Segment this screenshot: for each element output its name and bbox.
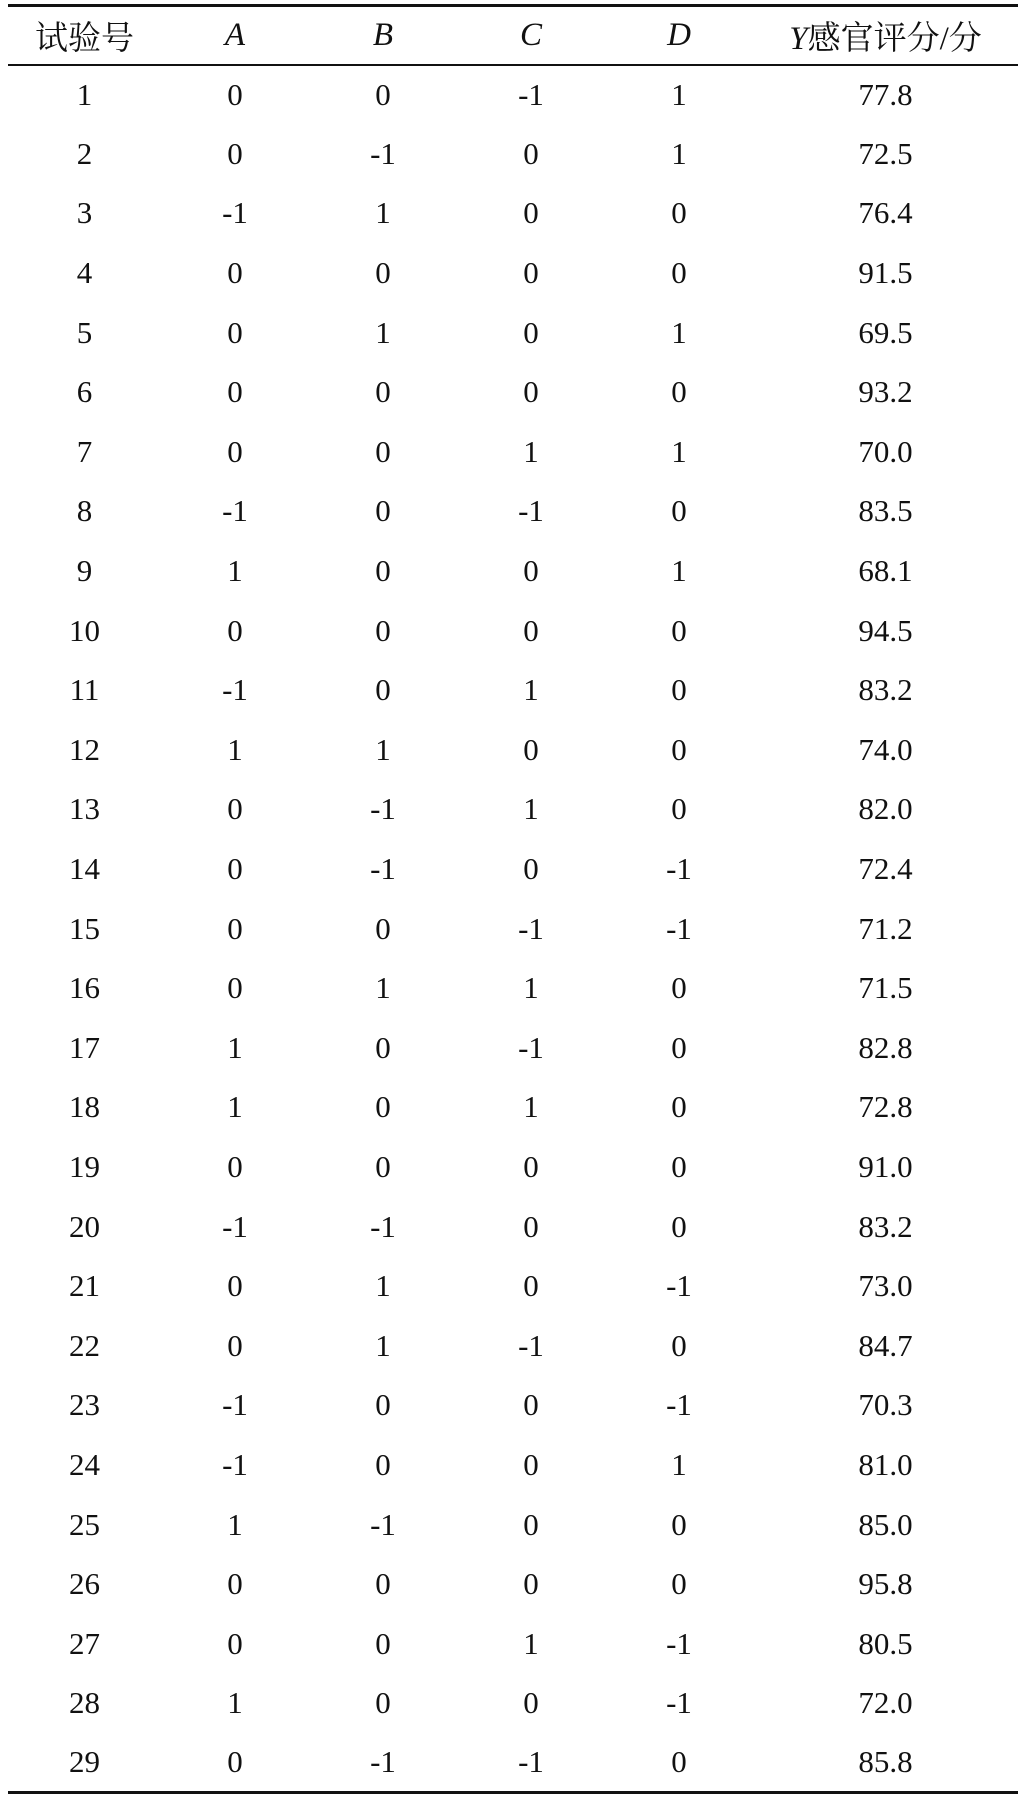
sensory-score-cell: 83.5 (858, 493, 913, 529)
factor-d-cell: 0 (671, 255, 687, 291)
sensory-score-cell: 71.2 (858, 910, 913, 946)
factor-b-cell: 0 (375, 255, 391, 291)
factor-b-cell: 0 (375, 1387, 391, 1423)
factor-c-cell: -1 (518, 493, 544, 529)
table-row (8, 541, 1018, 601)
factor-c-cell: 1 (523, 791, 539, 827)
factor-b-cell: -1 (370, 1506, 396, 1542)
factor-b-cell: 0 (375, 553, 391, 589)
sensory-score-cell: 85.0 (858, 1506, 913, 1542)
sensory-score-cell: 72.5 (858, 135, 913, 171)
table-body (8, 65, 1018, 1793)
table-row (8, 1197, 1018, 1257)
trial-no-cell: 6 (76, 374, 93, 410)
factor-c-cell: 0 (523, 1566, 539, 1602)
factor-a-cell: 0 (227, 255, 243, 291)
table-row (8, 958, 1018, 1018)
sensory-score-cell: 82.0 (858, 791, 913, 827)
sensory-score-cell: 72.8 (858, 1089, 913, 1125)
table-row (8, 422, 1018, 482)
sensory-score-cell: 72.4 (858, 851, 913, 887)
factor-b-cell: 1 (375, 1268, 391, 1304)
factor-c-cell: 1 (523, 970, 539, 1006)
sensory-score-cell: 91.0 (858, 1148, 913, 1184)
sensory-score-cell: 74.0 (858, 731, 913, 767)
trial-no-cell: 5 (76, 314, 93, 350)
results-table-container (8, 4, 1018, 1794)
factor-d-cell: 0 (671, 612, 687, 648)
factor-d-cell: -1 (666, 1268, 692, 1304)
factor-a-cell: 0 (227, 612, 243, 648)
trial-no-cell: 12 (69, 731, 100, 767)
table-row (8, 1018, 1018, 1078)
factor-c-cell: 0 (523, 195, 539, 231)
sensory-score-cell: 84.7 (858, 1327, 913, 1363)
table-row (8, 65, 1018, 125)
table-row (8, 839, 1018, 899)
trial-no-cell: 13 (69, 791, 100, 827)
factor-d-cell: 0 (671, 791, 687, 827)
header-y-label: 感官评分/分 (807, 20, 982, 57)
table-row (8, 899, 1018, 959)
table-row (8, 1137, 1018, 1197)
factor-d-cell: 1 (671, 314, 687, 350)
sensory-score-cell: 95.8 (858, 1566, 913, 1602)
factor-b-cell: 0 (375, 1148, 391, 1184)
factor-c-cell: 0 (523, 1268, 539, 1304)
trial-no-cell: 25 (69, 1506, 100, 1542)
factor-d-cell: 1 (671, 1446, 687, 1482)
factor-b-cell: -1 (309, 1733, 457, 1793)
sensory-score-cell: 72.0 (858, 1685, 913, 1721)
factor-d-cell: -1 (666, 910, 692, 946)
trial-no-cell: 28 (69, 1685, 100, 1721)
header-factor-a: A (161, 6, 309, 65)
factor-d-cell: 1 (671, 433, 687, 469)
factor-a-cell: -1 (222, 1446, 248, 1482)
table-row (8, 482, 1018, 542)
sensory-score-cell: 69.5 (858, 314, 913, 350)
factor-a-cell: 1 (227, 553, 243, 589)
factor-d-cell: 0 (671, 1148, 687, 1184)
table-row (8, 1256, 1018, 1316)
table-row (8, 1435, 1018, 1495)
factor-a-cell: -1 (222, 493, 248, 529)
trial-no-cell: 8 (76, 493, 93, 529)
header-y-variable: Y (789, 20, 808, 57)
sensory-score-cell: 70.0 (858, 433, 913, 469)
sensory-score-cell: 71.5 (858, 970, 913, 1006)
factor-a-cell: -1 (222, 1208, 248, 1244)
table-row (8, 1376, 1018, 1436)
trial-no-cell: 10 (69, 612, 100, 648)
factor-d-cell: -1 (666, 851, 692, 887)
sensory-score-cell: 91.5 (858, 255, 913, 291)
factor-c-cell: 0 (523, 1685, 539, 1721)
factor-d-cell: 0 (671, 1506, 687, 1542)
table-row (8, 1733, 1018, 1793)
factor-c-cell: 0 (523, 374, 539, 410)
table-row (8, 362, 1018, 422)
factor-c-cell: -1 (457, 1733, 605, 1793)
factor-b-cell: 0 (375, 1566, 391, 1602)
sensory-score-cell: 70.3 (858, 1387, 913, 1423)
factor-c-cell: 0 (523, 1387, 539, 1423)
factor-a-cell: 0 (227, 1566, 243, 1602)
sensory-score-cell: 68.1 (858, 553, 913, 589)
factor-a-cell: 0 (227, 970, 243, 1006)
sensory-score-cell: 83.2 (858, 672, 913, 708)
trial-no-cell: 17 (69, 1029, 100, 1065)
factor-a-cell: 0 (161, 1733, 309, 1793)
factor-a-cell: 1 (227, 1089, 243, 1125)
trial-no-cell: 15 (69, 910, 100, 946)
factor-b-cell: 0 (375, 910, 391, 946)
factor-a-cell: 0 (227, 433, 243, 469)
table-row (8, 1554, 1018, 1614)
trial-no-cell: 1 (76, 76, 93, 112)
factor-a-cell: 0 (227, 910, 243, 946)
trial-no-cell: 16 (69, 970, 100, 1006)
factor-a-cell: 0 (227, 135, 243, 171)
factor-b-cell: 1 (375, 195, 391, 231)
factor-d-cell: 0 (671, 970, 687, 1006)
factor-b-cell: 0 (375, 1685, 391, 1721)
factor-b-cell: 0 (375, 1625, 391, 1661)
factor-d-cell: 0 (671, 1327, 687, 1363)
factor-a-cell: 0 (227, 1268, 243, 1304)
header-row (8, 6, 1018, 65)
sensory-score-cell: 93.2 (858, 374, 913, 410)
factor-c-cell: -1 (518, 1029, 544, 1065)
factor-d-cell: -1 (666, 1625, 692, 1661)
table-row (8, 1078, 1018, 1138)
table-row (8, 780, 1018, 840)
experiment-results-table (8, 4, 1018, 1794)
factor-b-cell: 0 (375, 672, 391, 708)
factor-a-cell: 1 (227, 1029, 243, 1065)
table-row (8, 660, 1018, 720)
factor-a-cell: 0 (227, 1625, 243, 1661)
trial-no-cell: 9 (76, 553, 93, 589)
factor-c-cell: 0 (523, 1208, 539, 1244)
trial-no-cell: 3 (76, 195, 93, 231)
trial-no-cell: 24 (69, 1446, 100, 1482)
factor-c-cell: 0 (523, 1506, 539, 1542)
trial-no-cell: 20 (69, 1208, 100, 1244)
factor-c-cell: 0 (523, 1446, 539, 1482)
factor-b-cell: 1 (375, 314, 391, 350)
factor-b-cell: -1 (370, 851, 396, 887)
table-row (8, 1674, 1018, 1734)
factor-d-cell: 1 (671, 553, 687, 589)
factor-b-cell: -1 (370, 791, 396, 827)
header-factor-d: D (605, 6, 753, 65)
table-row (8, 1316, 1018, 1376)
header-factor-c: C (457, 6, 605, 65)
table-header (8, 6, 1018, 65)
table-row (8, 243, 1018, 303)
sensory-score-cell: 85.8 (753, 1733, 1018, 1793)
table-row (8, 1614, 1018, 1674)
factor-d-cell: 0 (671, 374, 687, 410)
table-row (8, 720, 1018, 780)
factor-c-cell: 1 (523, 1625, 539, 1661)
trial-no-cell: 19 (69, 1148, 100, 1184)
factor-d-cell: -1 (666, 1685, 692, 1721)
factor-d-cell: 0 (671, 1089, 687, 1125)
factor-a-cell: 1 (227, 1506, 243, 1542)
factor-c-cell: 0 (523, 1148, 539, 1184)
sensory-score-cell: 80.5 (858, 1625, 913, 1661)
sensory-score-cell: 77.8 (858, 76, 913, 112)
factor-b-cell: 0 (375, 1446, 391, 1482)
factor-c-cell: 0 (523, 731, 539, 767)
factor-a-cell: 1 (227, 1685, 243, 1721)
trial-no-cell: 4 (76, 255, 93, 291)
factor-c-cell: 1 (523, 672, 539, 708)
factor-a-cell: 0 (227, 314, 243, 350)
trial-no-cell: 22 (69, 1327, 100, 1363)
factor-b-cell: 0 (375, 612, 391, 648)
factor-c-cell: 0 (523, 851, 539, 887)
factor-b-cell: 0 (375, 493, 391, 529)
factor-d-cell: 0 (671, 493, 687, 529)
factor-b-cell: 1 (375, 970, 391, 1006)
factor-a-cell: -1 (222, 195, 248, 231)
factor-d-cell: 0 (605, 1733, 753, 1793)
factor-d-cell: 0 (671, 672, 687, 708)
factor-a-cell: 0 (227, 374, 243, 410)
factor-d-cell: 0 (671, 1029, 687, 1065)
factor-b-cell: -1 (370, 1208, 396, 1244)
factor-d-cell: 1 (671, 76, 687, 112)
factor-c-cell: 0 (523, 314, 539, 350)
factor-b-cell: 1 (375, 731, 391, 767)
factor-c-cell: 0 (523, 135, 539, 171)
factor-a-cell: 0 (227, 76, 243, 112)
trial-no-cell: 7 (76, 433, 93, 469)
trial-no-cell: 11 (69, 672, 100, 708)
factor-a-cell: 0 (227, 791, 243, 827)
factor-a-cell: 0 (227, 1327, 243, 1363)
trial-no-cell: 27 (69, 1625, 100, 1661)
factor-d-cell: 0 (671, 1208, 687, 1244)
factor-d-cell: 0 (671, 195, 687, 231)
factor-b-cell: 0 (375, 1029, 391, 1065)
sensory-score-cell: 73.0 (858, 1268, 913, 1304)
factor-b-cell: 0 (375, 433, 391, 469)
header-factor-b: B (309, 6, 457, 65)
factor-d-cell: 0 (671, 1566, 687, 1602)
factor-c-cell: -1 (518, 1327, 544, 1363)
trial-no-cell: 29 (8, 1733, 161, 1793)
factor-a-cell: 1 (227, 731, 243, 767)
factor-c-cell: 0 (523, 553, 539, 589)
factor-b-cell: 0 (375, 374, 391, 410)
table-row (8, 184, 1018, 244)
factor-d-cell: 1 (671, 135, 687, 171)
factor-b-cell: -1 (370, 135, 396, 171)
trial-no-cell: 2 (76, 135, 93, 171)
sensory-score-cell: 82.8 (858, 1029, 913, 1065)
factor-a-cell: -1 (222, 672, 248, 708)
table-row (8, 124, 1018, 184)
factor-c-cell: 1 (523, 1089, 539, 1125)
trial-no-cell: 14 (69, 851, 100, 887)
factor-c-cell: 1 (523, 433, 539, 469)
factor-b-cell: 1 (375, 1327, 391, 1363)
factor-c-cell: 0 (523, 255, 539, 291)
sensory-score-cell: 83.2 (858, 1208, 913, 1244)
trial-no-cell: 26 (69, 1566, 100, 1602)
sensory-score-cell: 76.4 (858, 195, 913, 231)
trial-no-cell: 23 (69, 1387, 100, 1423)
factor-c-cell: -1 (518, 910, 544, 946)
header-sensory-score (753, 6, 1018, 65)
table-row (8, 1495, 1018, 1555)
factor-c-cell: 0 (523, 612, 539, 648)
factor-c-cell: -1 (518, 76, 544, 112)
factor-a-cell: 0 (227, 1148, 243, 1184)
factor-d-cell: 0 (671, 731, 687, 767)
factor-a-cell: 0 (227, 851, 243, 887)
trial-no-cell: 18 (69, 1089, 100, 1125)
trial-no-cell: 21 (69, 1268, 100, 1304)
table-row (8, 303, 1018, 363)
sensory-score-cell: 94.5 (858, 612, 913, 648)
factor-d-cell: -1 (666, 1387, 692, 1423)
sensory-score-cell: 81.0 (858, 1446, 913, 1482)
header-trial-no: 试验号 (8, 6, 161, 65)
factor-a-cell: -1 (222, 1387, 248, 1423)
factor-b-cell: 0 (375, 76, 391, 112)
table-row (8, 601, 1018, 661)
factor-b-cell: 0 (375, 1089, 391, 1125)
